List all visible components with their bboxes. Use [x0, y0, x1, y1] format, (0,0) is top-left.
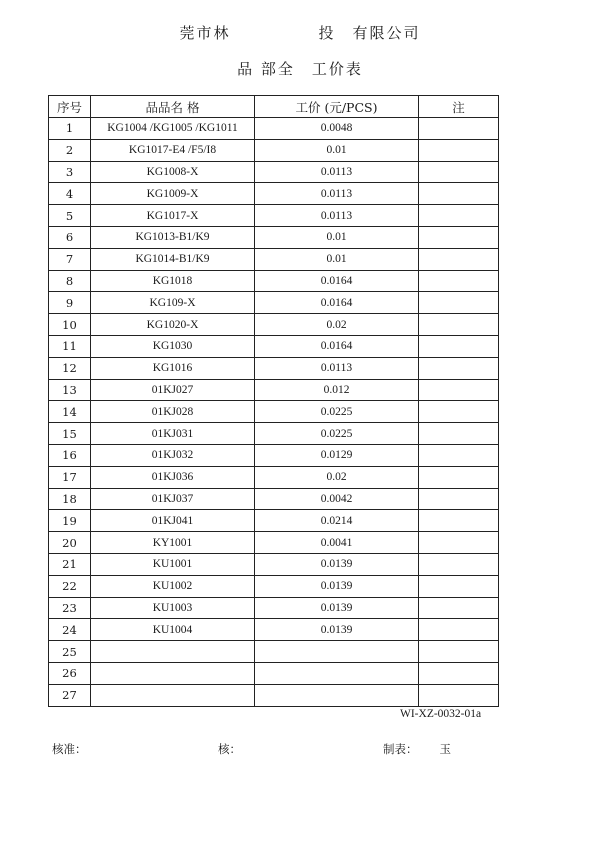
row-number-cell: 10	[49, 314, 91, 336]
column-header-number: 序号	[49, 96, 91, 118]
price-cell: 0.0041	[255, 532, 419, 554]
row-number-cell: 19	[49, 510, 91, 532]
price-cell: 0.02	[255, 314, 419, 336]
table-row	[49, 292, 499, 314]
row-number-cell: 25	[49, 641, 91, 663]
note-cell	[419, 335, 499, 357]
table-row	[49, 510, 499, 532]
company-name-part1: 莞市林	[179, 24, 231, 42]
table-row	[49, 226, 499, 248]
table-row	[49, 379, 499, 401]
note-cell	[419, 488, 499, 510]
product-code-cell: KG1014-B1/K9	[91, 248, 255, 270]
note-cell	[419, 641, 499, 663]
table-header-row	[49, 96, 499, 118]
row-number-cell: 23	[49, 597, 91, 619]
note-cell	[419, 248, 499, 270]
price-cell	[255, 641, 419, 663]
product-code-cell: KU1004	[91, 619, 255, 641]
price-cell: 0.0139	[255, 619, 419, 641]
product-code-cell: KY1001	[91, 532, 255, 554]
form-number: WI-XZ-0032-01a	[400, 708, 482, 720]
row-number-cell: 4	[49, 183, 91, 205]
row-number-cell: 7	[49, 248, 91, 270]
prepared-value: 玉	[439, 742, 451, 756]
price-table	[48, 95, 499, 707]
row-number-cell: 15	[49, 423, 91, 445]
row-number-cell: 16	[49, 444, 91, 466]
row-number-cell: 20	[49, 532, 91, 554]
table-body	[49, 118, 499, 707]
note-cell	[419, 423, 499, 445]
note-cell	[419, 553, 499, 575]
note-cell	[419, 270, 499, 292]
price-cell: 0.012	[255, 379, 419, 401]
table-row	[49, 183, 499, 205]
product-code-cell: KU1003	[91, 597, 255, 619]
table-row	[49, 684, 499, 706]
product-code-cell: 01KJ036	[91, 466, 255, 488]
price-cell: 0.0214	[255, 510, 419, 532]
price-cell: 0.0225	[255, 423, 419, 445]
row-number-cell: 21	[49, 553, 91, 575]
table-row	[49, 488, 499, 510]
row-number-cell: 12	[49, 357, 91, 379]
note-cell	[419, 510, 499, 532]
note-cell	[419, 139, 499, 161]
price-cell: 0.01	[255, 139, 419, 161]
price-cell: 0.0139	[255, 575, 419, 597]
document-title: 品 部全 工价表	[237, 60, 363, 78]
table-row	[49, 314, 499, 336]
table-row	[49, 597, 499, 619]
price-cell: 0.0164	[255, 335, 419, 357]
table-row	[49, 401, 499, 423]
note-cell	[419, 597, 499, 619]
note-cell	[419, 357, 499, 379]
row-number-cell: 13	[49, 379, 91, 401]
row-number-cell: 8	[49, 270, 91, 292]
note-cell	[419, 466, 499, 488]
product-code-cell: KG1017-X	[91, 205, 255, 227]
row-number-cell: 26	[49, 662, 91, 684]
product-code-cell: 01KJ031	[91, 423, 255, 445]
column-header-product: 品品名 格	[91, 96, 255, 118]
row-number-cell: 14	[49, 401, 91, 423]
product-code-cell: KG109-X	[91, 292, 255, 314]
product-code-cell: KG1016	[91, 357, 255, 379]
product-code-cell	[91, 684, 255, 706]
price-cell: 0.01	[255, 226, 419, 248]
approve-field	[52, 741, 87, 757]
product-code-cell: 01KJ037	[91, 488, 255, 510]
prepared-by-field	[383, 741, 451, 757]
row-number-cell: 1	[49, 118, 91, 140]
price-cell: 0.0139	[255, 597, 419, 619]
note-cell	[419, 444, 499, 466]
note-cell	[419, 575, 499, 597]
product-code-cell: KU1001	[91, 553, 255, 575]
approve-label: 核准：	[52, 742, 87, 756]
row-number-cell: 17	[49, 466, 91, 488]
note-cell	[419, 662, 499, 684]
note-cell	[419, 401, 499, 423]
table-row	[49, 357, 499, 379]
row-number-cell: 24	[49, 619, 91, 641]
price-cell: 0.01	[255, 248, 419, 270]
review-label: 核：	[218, 742, 241, 756]
price-cell: 0.0042	[255, 488, 419, 510]
table-row	[49, 118, 499, 140]
row-number-cell: 9	[49, 292, 91, 314]
note-cell	[419, 292, 499, 314]
price-cell: 0.0113	[255, 357, 419, 379]
table-row	[49, 466, 499, 488]
price-cell	[255, 684, 419, 706]
price-cell: 0.0113	[255, 183, 419, 205]
product-code-cell: 01KJ032	[91, 444, 255, 466]
company-name	[0, 22, 600, 43]
product-code-cell: KG1004 /KG1005 /KG1011	[91, 118, 255, 140]
product-code-cell: 01KJ027	[91, 379, 255, 401]
row-number-cell: 27	[49, 684, 91, 706]
product-code-cell: KG1018	[91, 270, 255, 292]
product-code-cell	[91, 641, 255, 663]
note-cell	[419, 161, 499, 183]
column-header-price: 工价 (元/PCS)	[255, 96, 419, 118]
product-code-cell: KG1020-X	[91, 314, 255, 336]
note-cell	[419, 205, 499, 227]
price-cell: 0.0113	[255, 205, 419, 227]
column-header-note: 注	[419, 96, 499, 118]
price-cell: 0.0164	[255, 270, 419, 292]
company-name-part2: 投 有限公司	[318, 24, 421, 42]
product-code-cell	[91, 662, 255, 684]
table-row	[49, 532, 499, 554]
prepared-label: 制表：	[383, 742, 418, 756]
note-cell	[419, 379, 499, 401]
note-cell	[419, 619, 499, 641]
table-row	[49, 248, 499, 270]
table-row	[49, 335, 499, 357]
note-cell	[419, 226, 499, 248]
price-cell: 0.0129	[255, 444, 419, 466]
note-cell	[419, 118, 499, 140]
row-number-cell: 2	[49, 139, 91, 161]
note-cell	[419, 684, 499, 706]
table-row	[49, 423, 499, 445]
table-row	[49, 205, 499, 227]
note-cell	[419, 314, 499, 336]
price-cell: 0.02	[255, 466, 419, 488]
table-row	[49, 553, 499, 575]
row-number-cell: 22	[49, 575, 91, 597]
table-row	[49, 161, 499, 183]
row-number-cell: 11	[49, 335, 91, 357]
product-code-cell: KU1002	[91, 575, 255, 597]
table-row	[49, 139, 499, 161]
price-cell	[255, 662, 419, 684]
product-code-cell: KG1008-X	[91, 161, 255, 183]
note-cell	[419, 183, 499, 205]
product-code-cell: KG1017-E4 /F5/I8	[91, 139, 255, 161]
table-row	[49, 575, 499, 597]
table-row	[49, 662, 499, 684]
row-number-cell: 3	[49, 161, 91, 183]
product-code-cell: KG1009-X	[91, 183, 255, 205]
product-code-cell: KG1013-B1/K9	[91, 226, 255, 248]
product-code-cell: 01KJ041	[91, 510, 255, 532]
table-row	[49, 270, 499, 292]
price-cell: 0.0048	[255, 118, 419, 140]
row-number-cell: 6	[49, 226, 91, 248]
table-row	[49, 619, 499, 641]
product-code-cell: KG1030	[91, 335, 255, 357]
product-code-cell: 01KJ028	[91, 401, 255, 423]
row-number-cell: 18	[49, 488, 91, 510]
price-cell: 0.0113	[255, 161, 419, 183]
price-cell: 0.0225	[255, 401, 419, 423]
price-cell: 0.0164	[255, 292, 419, 314]
review-field	[218, 741, 241, 757]
table-row	[49, 641, 499, 663]
table-row	[49, 444, 499, 466]
row-number-cell: 5	[49, 205, 91, 227]
note-cell	[419, 532, 499, 554]
price-cell: 0.0139	[255, 553, 419, 575]
